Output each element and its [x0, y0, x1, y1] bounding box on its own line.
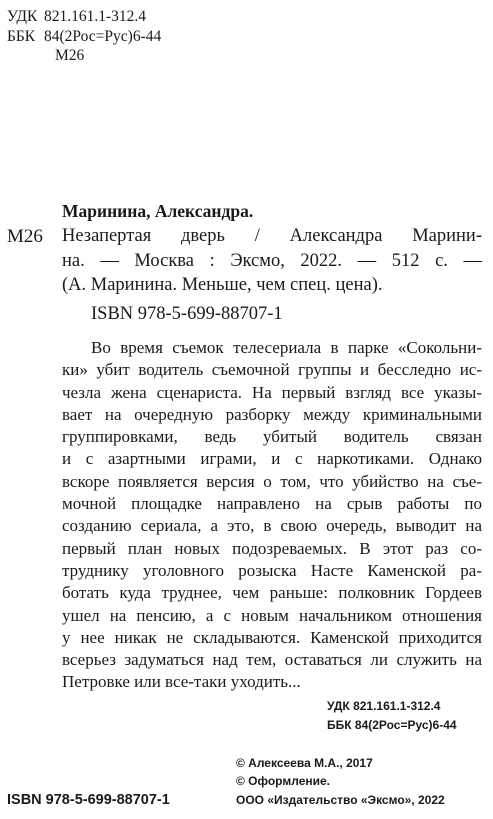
annotation-line: вскоре появляется версия о том, что убийство на съе- [62, 471, 482, 491]
copyright-line: © Оформление. [236, 774, 331, 788]
annotation-line: ки» убит водитель съемочной группы и бесследно ис- [62, 360, 482, 380]
annotation-line: первый план новых подозреваемых. В этот раз со- [62, 538, 482, 558]
udk-bottom: УДК 821.161.1-312.4 [327, 699, 441, 713]
bibliographic-description [62, 224, 482, 298]
annotation-line: ботать куда труднее, чем раньше: полковник Гордеев [62, 583, 482, 603]
isbn-main: ISBN 978-5-699-88707-1 [91, 304, 283, 324]
author-code-top: М26 [55, 47, 85, 64]
author-code-left: М26 [7, 226, 43, 247]
annotation-line: созданию сериала, а это, в свою очередь, выводит на [62, 516, 482, 536]
annotation-line: чезла жена сценариста. На первый взгляд все указы- [62, 382, 482, 402]
bbk-bottom: ББК 84(2Рос=Рус)6-44 [327, 718, 457, 732]
annotation-line: ушел на пенсию, а с новым начальником отношения [62, 605, 482, 625]
annotation-line: всерьез задуматься над тем, оставаться ли служить на [62, 650, 482, 670]
biblio-line: на. — Москва : Эксмо, 2022. — 512 с. — [62, 250, 482, 271]
annotation-line: Петровке или все-таки уходить... [62, 672, 301, 692]
udk-line [7, 7, 146, 27]
annotation-line: и с азартными играми, и с наркотиками. Однако [62, 449, 482, 469]
annotation-line: группировками, ведь убитый водитель связан [62, 427, 482, 447]
author-heading: Маринина, Александра. [62, 201, 254, 221]
biblio-line: (А. Маринина. Меньше, чем спец. цена). [62, 275, 383, 295]
isbn-bottom: ISBN 978-5-699-88707-1 [7, 792, 170, 808]
udk-value: 821.161.1-312.4 [44, 8, 147, 25]
annotation-line: Во время съемок телесериала в парке «Сокольни- [91, 338, 482, 357]
annotation-line: вает на очередную разборку между криминальными [62, 404, 482, 424]
annotation-line: труднику уголовного розыска Насте Каменской ра- [62, 560, 482, 580]
annotation [62, 337, 482, 694]
copyright-line: ООО «Издательство «Эксмо», 2022 [236, 793, 445, 807]
copyright-line: © Алексеева М.А., 2017 [236, 756, 373, 770]
annotation-line: у нее никак не складываются. Каменской приходится [62, 627, 482, 647]
bbk-label: ББК [7, 27, 36, 45]
bbk-line [7, 27, 161, 47]
biblio-line: Незапертая дверь / Александра Марини- [62, 226, 482, 246]
annotation-line: мочной площадке направлено на срыв работы по [62, 494, 482, 514]
bbk-value: 84(2Рос=Рус)6-44 [44, 27, 162, 45]
udk-label: УДК [7, 8, 38, 25]
